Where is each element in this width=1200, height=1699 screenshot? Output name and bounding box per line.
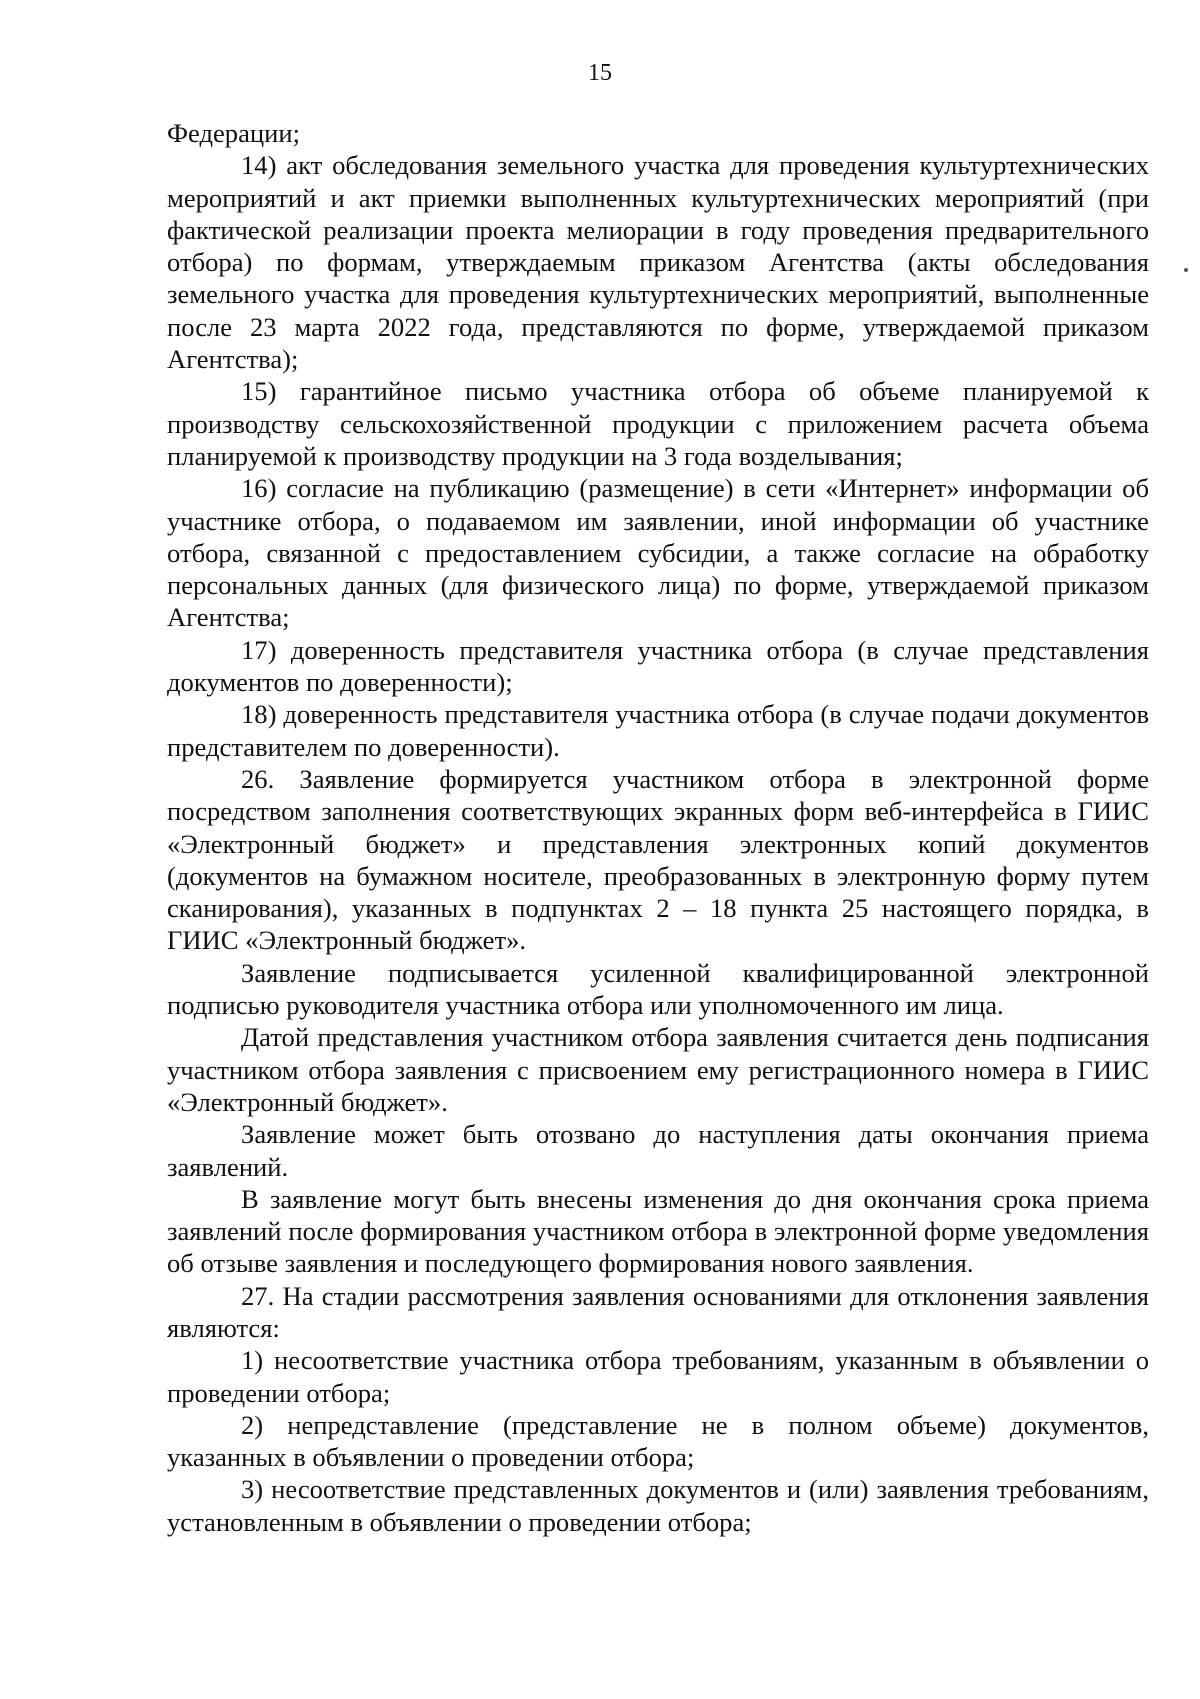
list-item-14: 14) акт обследования земельного участка для проведения культуртехнических мероприятий и акт приемки выполненных культуртехнических мероприятий (при фактической реализации проекта мелиорации в году проведения предварительного отбора) по формам, утверждаемым приказом Агентства (акты обследования земельного участка для проведения культуртехнических мероприятий, выполненные после 23 марта 2022 года, представляются по форме, утверждаемой приказом Агентства); <box>167 150 1149 375</box>
paragraph-continuation: Федерации; <box>167 118 300 148</box>
paragraph-submission-date: Датой представления участником отбора заявления считается день подписания участником отбора заявления с присвоением ему регистрационного номера в ГИИС «Электронный бюджет». <box>167 1022 1149 1117</box>
document-body <box>167 117 1149 1538</box>
page-number: 15 <box>588 60 612 86</box>
list-item-16: 16) согласие на публикацию (размещение) в сети «Интернет» информации об участнике отбора, о подаваемом им заявлении, иной информации об участнике отбора, связанной с предоставлением субсидии, а также согласие на обработку персональных данных (для физического лица) по форме, утверждаемой приказом Агентства; <box>167 473 1149 633</box>
rejection-reason-2: 2) непредставление (представление не в полном объеме) документов, указанных в объявлении о проведении отбора; <box>167 1409 1149 1473</box>
rejection-reason-1: 1) несоответствие участника отбора требованиям, указанным в объявлении о проведении отбора; <box>167 1345 1149 1408</box>
scan-speck <box>1184 268 1188 272</box>
paragraph-withdrawal: Заявление может быть отозвано до наступления даты окончания приема заявлений. <box>167 1119 1149 1182</box>
list-item-15: 15) гарантийное письмо участника отбора об объеме планируемой к производству сельскохозяйственной продукции с приложением расчета объема планируемой к производству продукции на 3 года возделывания; <box>167 376 1149 471</box>
paragraph-amendments: В заявление могут быть внесены изменения до дня окончания срока приема заявлений после формирования участником отбора в электронной форме уведомления об отзыве заявления и последующего формирования нового заявления. <box>167 1183 1149 1279</box>
list-item-18: 18) доверенность представителя участника отбора (в случае подачи документов представителем по доверенности). <box>167 699 1149 762</box>
rejection-reason-3: 3) несоответствие представленных документов и (или) заявления требованиям, установленным в объявлении о проведении отбора; <box>167 1474 1149 1537</box>
clause-26: 26. Заявление формируется участником отбора в электронной форме посредством заполнения соответствующих экранных форм веб-интерфейса в ГИИС «Электронный бюджет» и представления электронных копий документов (документов на бумажном носителе, преобразованных в электронную форму путем сканирования), указанных в подпунктах 2 – 18 пункта 25 настоящего порядка, в ГИИС «Электронный бюджет». <box>167 763 1149 956</box>
paragraph-signature: Заявление подписывается усиленной квалифицированной электронной подписью руководителя участника отбора или уполномоченного им лица. <box>167 957 1149 1021</box>
clause-27: 27. На стадии рассмотрения заявления основаниями для отклонения заявления являются: <box>167 1280 1149 1343</box>
list-item-17: 17) доверенность представителя участника отбора (в случае представления документов по доверенности); <box>167 634 1149 698</box>
